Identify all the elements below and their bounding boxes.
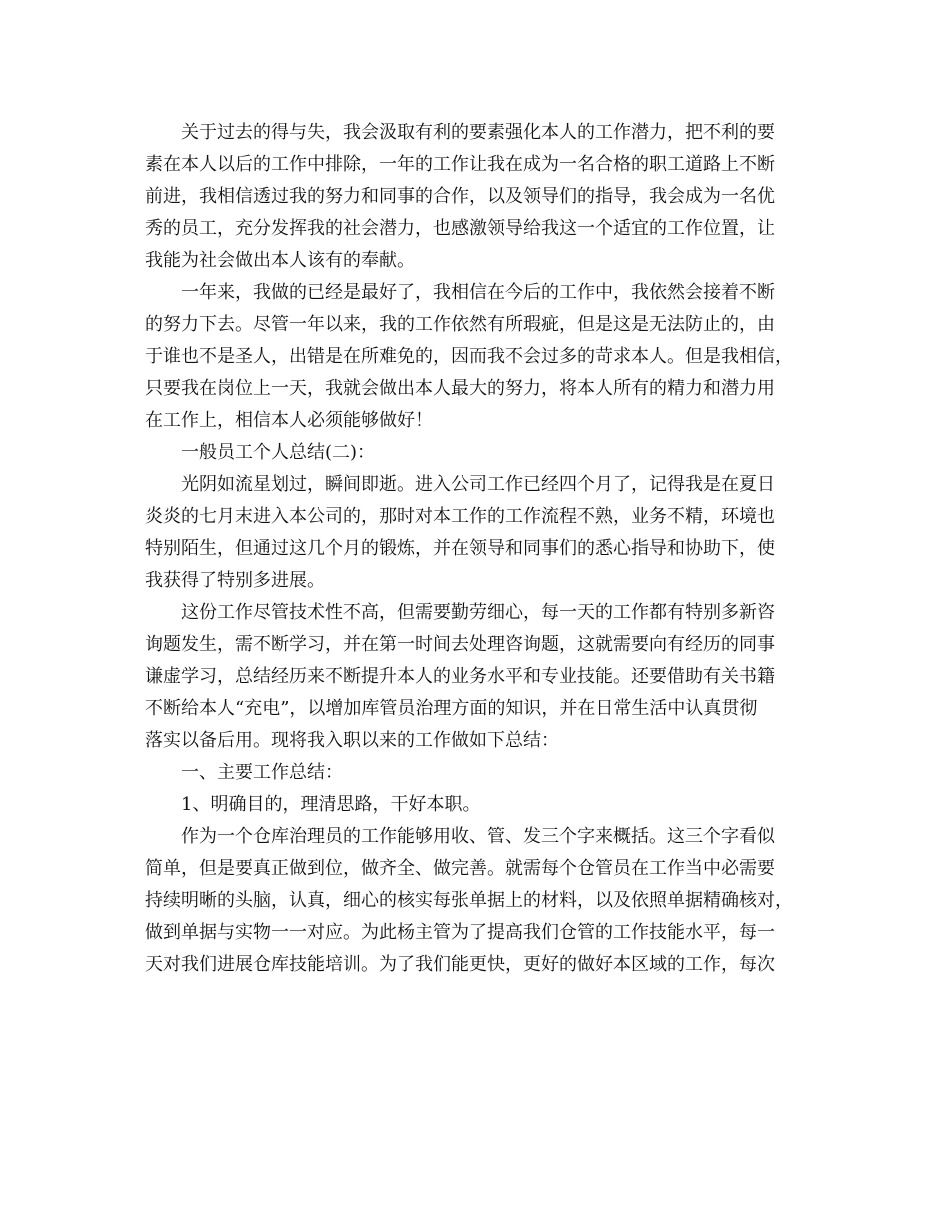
text-line: 素在本人以后的工作中排除，一年的工作让我在成为一名合格的职工道路上不断 (145, 154, 775, 175)
text-line: 做到单据与实物一一对应。为此杨主管为了提高我们仓管的工作技能水平，每一 (145, 922, 775, 943)
text-line: 天对我们进展仓库技能培训。为了我们能更快，更好的做好本区域的工作，每次 (145, 954, 775, 975)
text-line: 秀的员工，充分发挥我的社会潜力，也感激领导给我这一个适宜的工作位置，让 (145, 218, 775, 239)
text-line: 的努力下去。尽管一年以来，我的工作依然有所瑕疵，但是这是无法防止的，由 (145, 314, 775, 335)
text-line: 炎炎的七月末进入本公司的，那时对本工作的工作流程不熟，业务不精，环境也 (145, 506, 775, 527)
text-line: 光阴如流星划过，瞬间即逝。进入公司工作已经四个月了，记得我是在夏日 (181, 474, 775, 495)
text-line: 这份工作尽管技术性不高，但需要勤劳细心，每一天的工作都有特别多新咨 (181, 602, 775, 623)
subsection-heading: 1、明确目的，理清思路，干好本职。 (181, 794, 481, 815)
text-line: 简单，但是要真正做到位，做齐全、做完善。就需每个仓管员在工作当中必需要 (145, 858, 775, 879)
text-line: 前进，我相信透过我的努力和同事的合作，以及领导们的指导，我会成为一名优 (145, 186, 775, 207)
text-line: 关于过去的得与失，我会汲取有利的要素强化本人的工作潜力，把不利的要 (181, 122, 775, 143)
text-line: 询题发生，需不断学习，并在第一时间去处理咨询题，这就需要向有经历的同事 (145, 634, 775, 655)
text-line: 特别陌生，但通过这几个月的锻炼，并在领导和同事们的悉心指导和协助下，使 (145, 538, 775, 559)
text-line: 在工作上，相信本人必须能够做好！ (145, 410, 433, 431)
text-line: 我能为社会做出本人该有的奉献。 (145, 250, 415, 271)
section-heading: 一般员工个人总结(二)： (181, 442, 376, 463)
text-line: 我获得了特别多进展。 (145, 570, 325, 591)
text-line: 只要我在岗位上一天，我就会做出本人最大的努力，将本人所有的精力和潜力用 (145, 378, 775, 399)
text-line: 作为一个仓库治理员的工作能够用收、管、发三个字来概括。这三个字看似 (181, 826, 775, 847)
text-line: 落实以备后用。现将我入职以来的工作做如下总结： (145, 730, 559, 751)
text-line: 谦虚学习，总结经历来不断提升本人的业务水平和专业技能。还要借助有关书籍 (145, 666, 775, 687)
text-line: 于谁也不是圣人，出错是在所难免的，因而我不会过多的苛求本人。但是我相信， (145, 346, 793, 367)
document-body (145, 117, 805, 981)
section-heading: 一、主要工作总结： (181, 762, 343, 783)
text-line: 不断给本人“充电”，以增加库管员治理方面的知识，并在日常生活中认真贯彻 (145, 698, 758, 719)
text-line: 一年来，我做的已经是最好了，我相信在今后的工作中，我依然会接着不断 (181, 282, 775, 303)
text-line: 持续明晰的头脑，认真，细心的核实每张单据上的材料，以及依照单据精确核对， (145, 890, 793, 911)
